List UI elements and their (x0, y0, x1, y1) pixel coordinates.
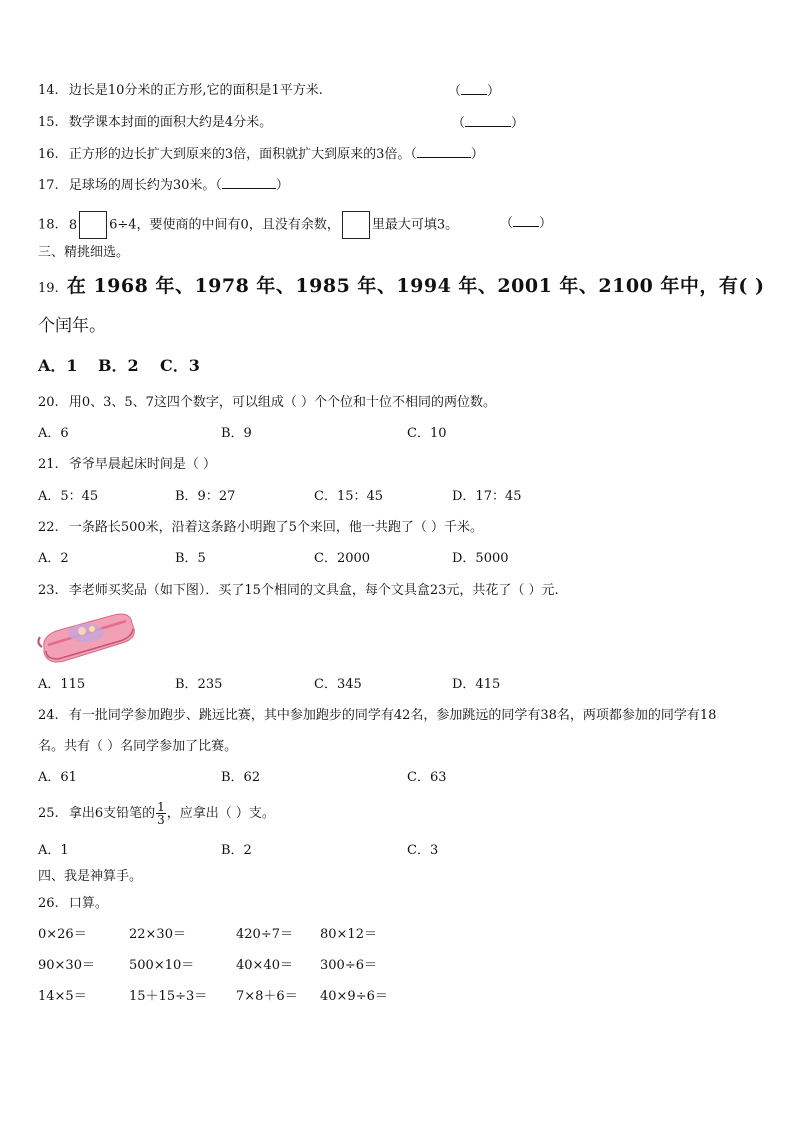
question-text: 在 1968 年、1978 年、1985 年、1994 年、2001 年、2100 年中，有( ) (66, 275, 765, 297)
question-22 (38, 519, 483, 537)
calc-item: 90×30＝ (38, 958, 95, 973)
option-c[interactable]: C．2000 (314, 551, 371, 566)
question-number: 23. (38, 583, 59, 598)
option-a[interactable]: A．115 (38, 677, 86, 692)
question-text: 口算。 (68, 896, 108, 911)
question-24-cont: 名。共有（ ）名同学参加了比赛。 (38, 739, 238, 754)
option-b[interactable]: B．5 (175, 551, 206, 566)
calc-item: 300÷6＝ (320, 958, 377, 973)
question-text: 一条路长500米，沿着这条路小明跑了5个来回，他一共跑了（ ）千米。 (68, 520, 484, 535)
question-text: 数学课本封面的面积大约是4分米。 (68, 115, 273, 130)
option-c[interactable]: C．63 (407, 770, 447, 785)
question-number: 14. (38, 83, 59, 98)
question-number: 21. (38, 457, 59, 472)
question-number: 25. (38, 806, 59, 821)
section-heading: 四、我是神算手。 (38, 869, 143, 884)
option-d[interactable]: D．415 (452, 677, 501, 692)
option-c[interactable]: C．3 (160, 356, 200, 375)
answer-blank[interactable] (513, 214, 539, 227)
question-26 (38, 895, 108, 913)
question-number: 19. (38, 281, 59, 296)
answer-parens: （ ） (452, 116, 525, 131)
option-d[interactable]: D．5000 (452, 551, 509, 566)
question-17: 17. 足球场的周长约为30米。（ ） (38, 178, 289, 193)
option-a[interactable]: A．1 (38, 356, 78, 375)
answer-blank[interactable] (222, 176, 276, 189)
option-a[interactable]: A．1 (38, 843, 69, 858)
option-a[interactable]: A．61 (38, 770, 77, 785)
option-a[interactable]: A．5：45 (38, 489, 99, 504)
option-d[interactable]: D．17：45 (452, 489, 522, 504)
calc-item: 7×8＋6＝ (236, 989, 298, 1004)
option-a[interactable]: A．2 (38, 551, 69, 566)
question-number: 26. (38, 896, 59, 911)
question-number: 16. (38, 147, 59, 162)
question-25: 25. 拿出6支铅笔的 $\frac{1}{3}$ ，应拿出（ ）支。 (38, 800, 275, 827)
digit-box[interactable] (79, 211, 107, 239)
question-14 (38, 82, 501, 100)
question-number: 15. (38, 115, 59, 130)
option-c[interactable]: C．10 (407, 426, 447, 441)
question-text: 正方形的边长扩大到原来的3倍，面积就扩大到原来的3倍。 (68, 147, 411, 162)
calc-item: 22×30＝ (129, 927, 186, 942)
option-c[interactable]: C．345 (314, 677, 362, 692)
option-c[interactable]: C．15：45 (314, 489, 384, 504)
option-b[interactable]: B．9 (221, 426, 252, 441)
question-text: 用0、3、5、7这四个数字，可以组成（ ）个个位和十位不相同的两位数。 (68, 395, 497, 410)
question-24 (38, 707, 716, 725)
question-text: 足球场的周长约为30米。 (68, 178, 216, 193)
question-15 (38, 114, 525, 132)
option-b[interactable]: B．62 (221, 770, 261, 785)
digit-box[interactable] (342, 211, 370, 239)
question-number: 24. (38, 708, 59, 723)
option-b[interactable]: B．2 (98, 356, 139, 375)
calc-item: 80×12＝ (320, 927, 377, 942)
calc-item: 15＋15÷3＝ (129, 989, 208, 1004)
pencil-case-image (34, 607, 138, 669)
answer-parens: （ ） (448, 84, 501, 99)
question-number: 22. (38, 520, 59, 535)
question-number: 17. (38, 178, 59, 193)
question-21 (38, 456, 216, 474)
option-b[interactable]: B．9：27 (175, 489, 236, 504)
calc-item: 420÷7＝ (236, 927, 293, 942)
answer-parens: （ ） (500, 216, 553, 231)
option-c[interactable]: C．3 (407, 843, 439, 858)
question-20 (38, 394, 496, 412)
question-23 (38, 582, 559, 600)
question-19 (38, 274, 765, 301)
question-18: 18. 8 6÷4，要使商的中间有0，且没有余数， 里最大可填3。 （ ） (38, 211, 458, 239)
answer-blank[interactable] (461, 82, 487, 95)
calc-item: 40×40＝ (236, 958, 293, 973)
section-heading: 三、精挑细选。 (38, 245, 130, 260)
answer-blank[interactable] (465, 114, 511, 127)
question-19-cont: 个闰年。 (38, 316, 106, 336)
option-b[interactable]: B．235 (175, 677, 223, 692)
question-number: 20. (38, 395, 59, 410)
question-text: 有一批同学参加跑步、跳远比赛，其中参加跑步的同学有42名，参加跳远的同学有38名，两项都参加的同学有18 (68, 708, 717, 723)
question-text: 李老师买奖品（如下图）．买了15个相同的文具盒，每个文具盒23元，共花了（ ）元. (68, 583, 559, 598)
option-a[interactable]: A．6 (38, 426, 69, 441)
calc-item: 0×26＝ (38, 927, 87, 942)
question-text: 边长是10分米的正方形,它的面积是1平方米. (68, 83, 323, 98)
fraction: $\frac{1}{3}$ (157, 800, 165, 827)
answer-blank[interactable] (417, 145, 471, 158)
question-16: 16. 正方形的边长扩大到原来的3倍，面积就扩大到原来的3倍。（ ） (38, 147, 484, 162)
question-number: 18. (38, 217, 59, 233)
option-b[interactable]: B．2 (221, 843, 252, 858)
calc-item: 40×9÷6＝ (320, 989, 388, 1004)
calc-item: 14×5＝ (38, 989, 87, 1004)
question-text: 爷爷早晨起床时间是（ ） (68, 457, 216, 472)
calc-item: 500×10＝ (129, 958, 195, 973)
